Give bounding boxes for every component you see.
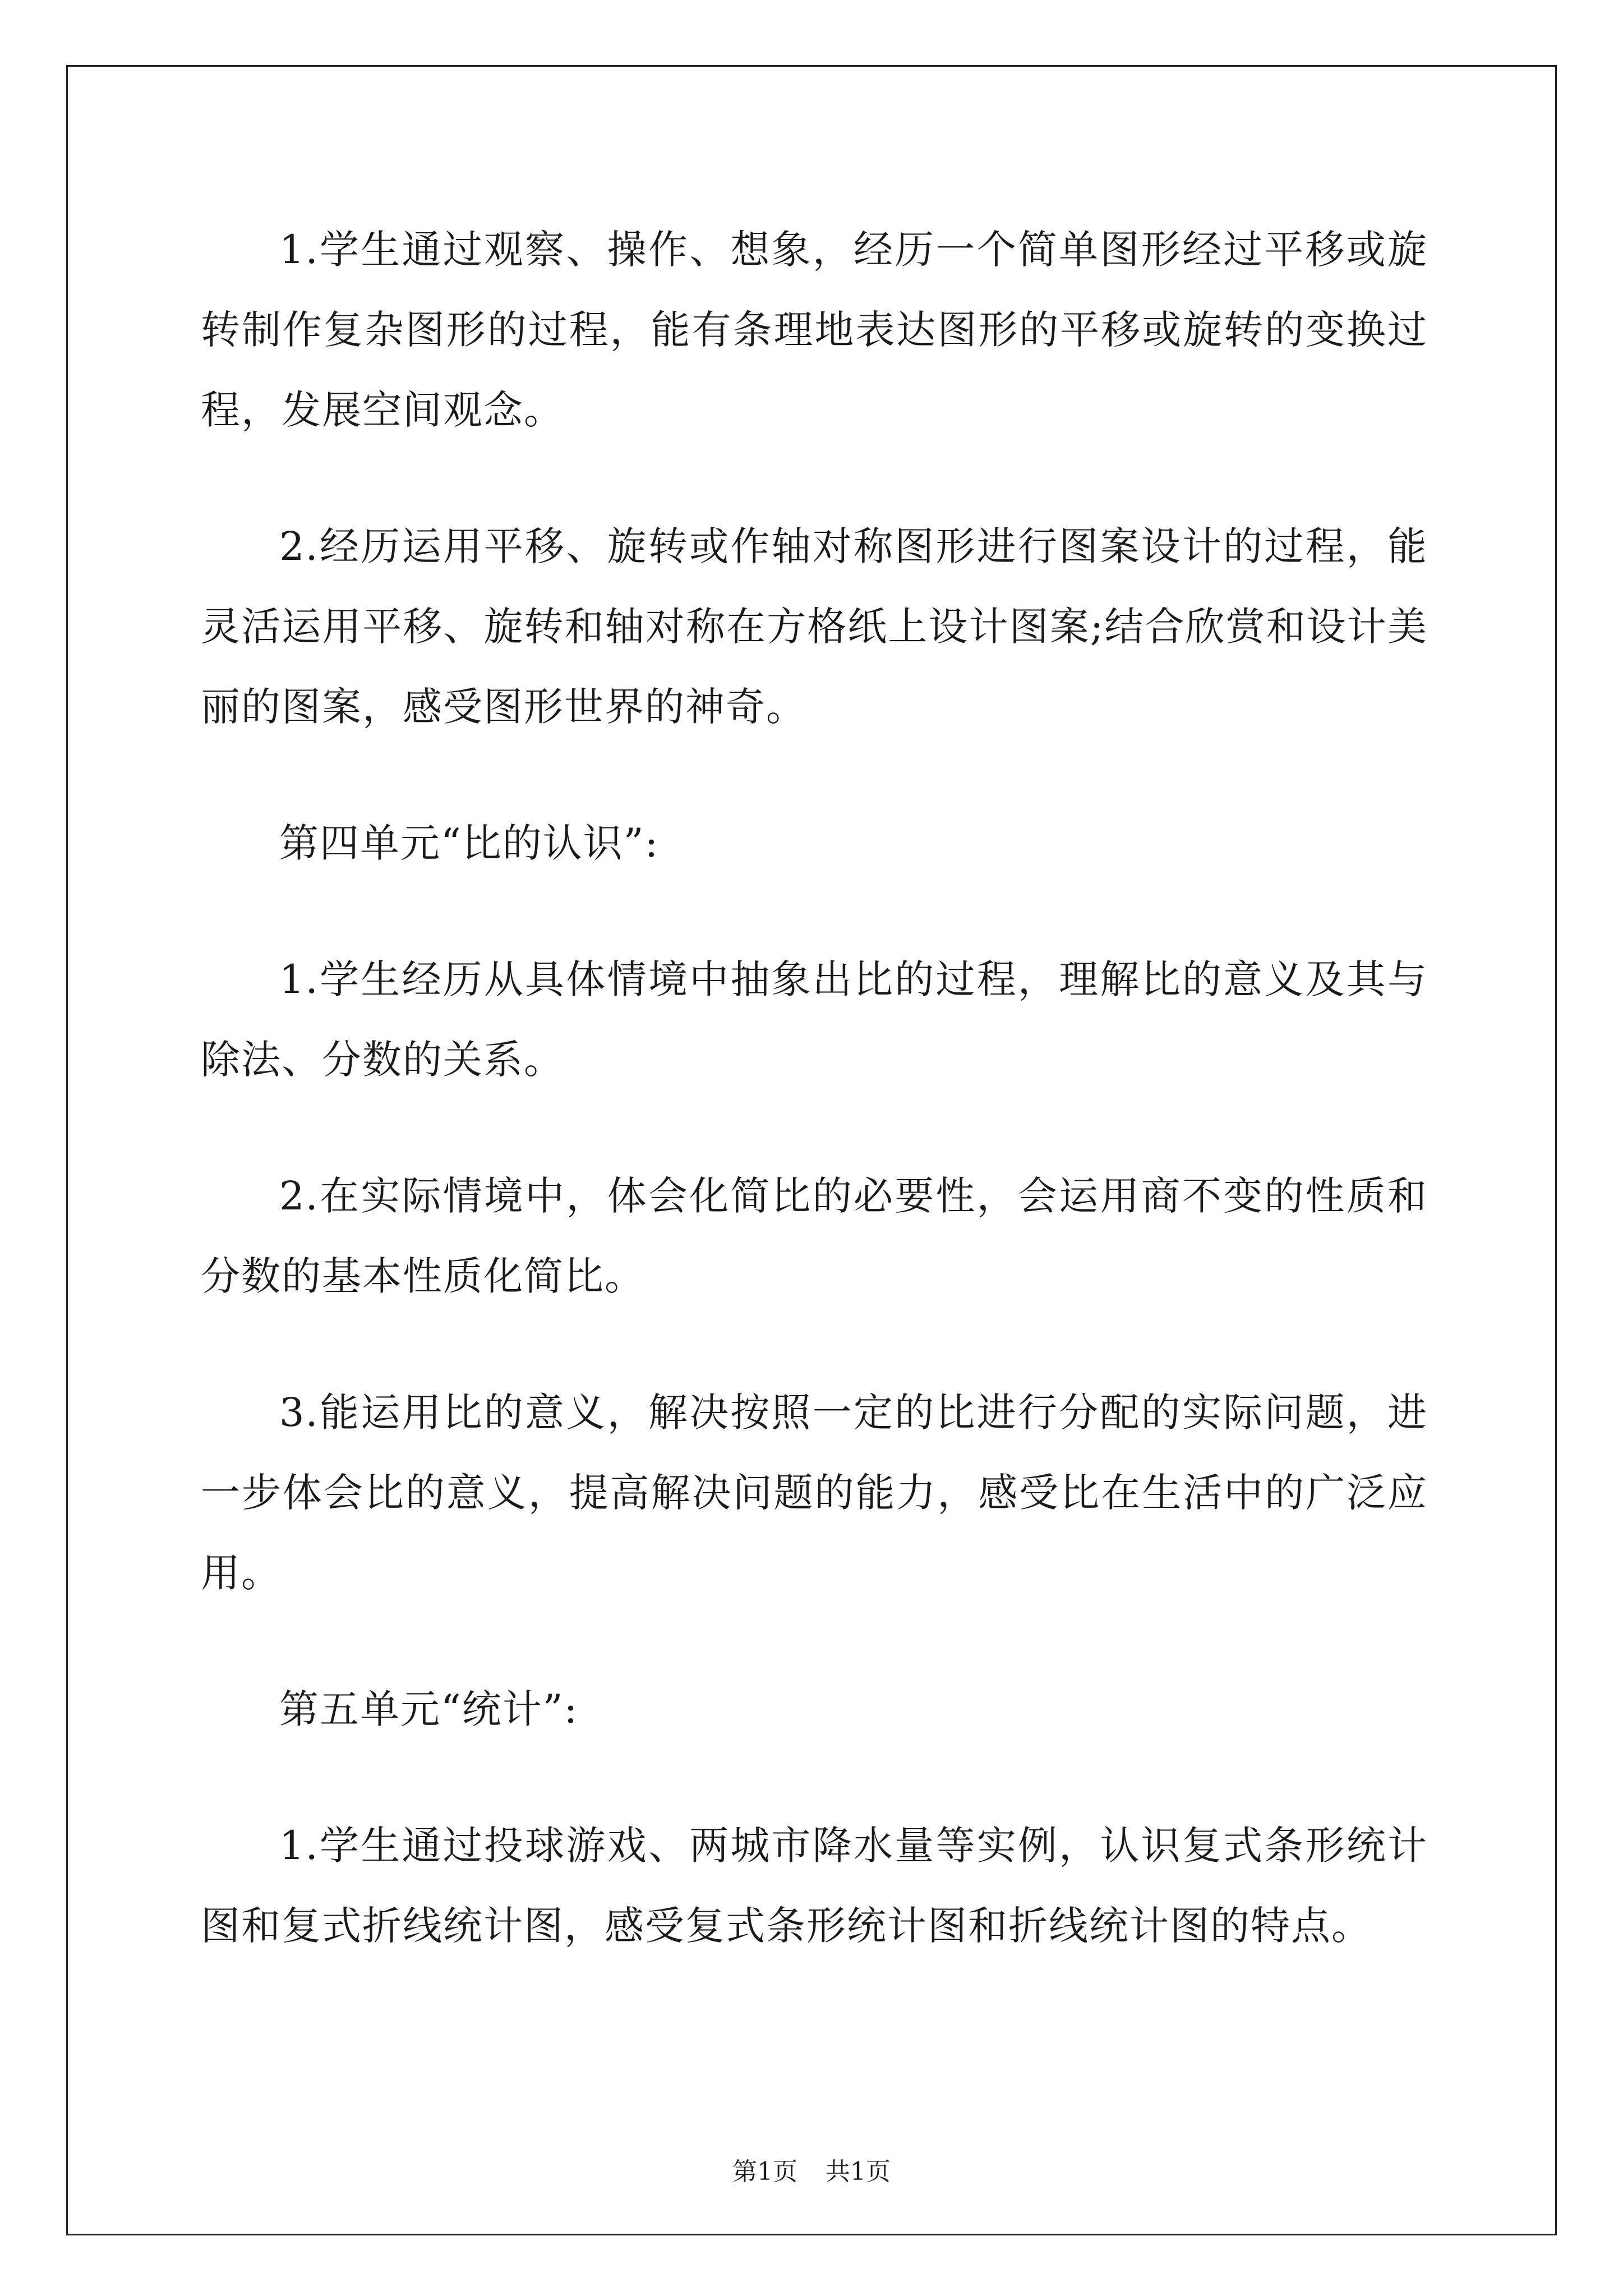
paragraph-1: 1.学生通过观察、操作、想象，经历一个简单图形经过平移或旋转制作复杂图形的过程，能有条理地表达图形的平移或旋转的变换过程，发展空间观念。 [201, 227, 1428, 433]
paragraph-4: 2.在实际情境中，体会化简比的必要性，会运用商不变的性质和分数的基本性质化简比。 [201, 1173, 1428, 1299]
section-heading-unit-5: 第五单元“统计”: [279, 1686, 579, 1732]
paragraph-5: 3.能运用比的意义，解决按照一定的比进行分配的实际问题，进一步体会比的意义，提高解决问题的能力，感受比在生活中的广泛应用。 [201, 1389, 1428, 1596]
paragraph-3: 1.学生经历从具体情境中抽象出比的过程，理解比的意义及其与除法、分数的关系。 [201, 956, 1428, 1083]
section-heading-unit-4: 第四单元“比的认识”: [279, 820, 660, 866]
document-body [201, 210, 1428, 2022]
page-number-total: 共1页 [826, 2157, 891, 2186]
paragraph-2: 2.经历运用平移、旋转或作轴对称图形进行图案设计的过程，能灵活运用平移、旋转和轴对称在方格纸上设计图案;结合欣赏和设计美丽的图案，感受图形世界的神奇。 [201, 523, 1428, 730]
page-footer [0, 2151, 1623, 2187]
page-number-current: 第1页 [732, 2157, 797, 2186]
paragraph-6: 1.学生通过投球游戏、两城市降水量等实例，认识复式条形统计图和复式折线统计图，感受复式条形统计图和折线统计图的特点。 [201, 1823, 1428, 1949]
